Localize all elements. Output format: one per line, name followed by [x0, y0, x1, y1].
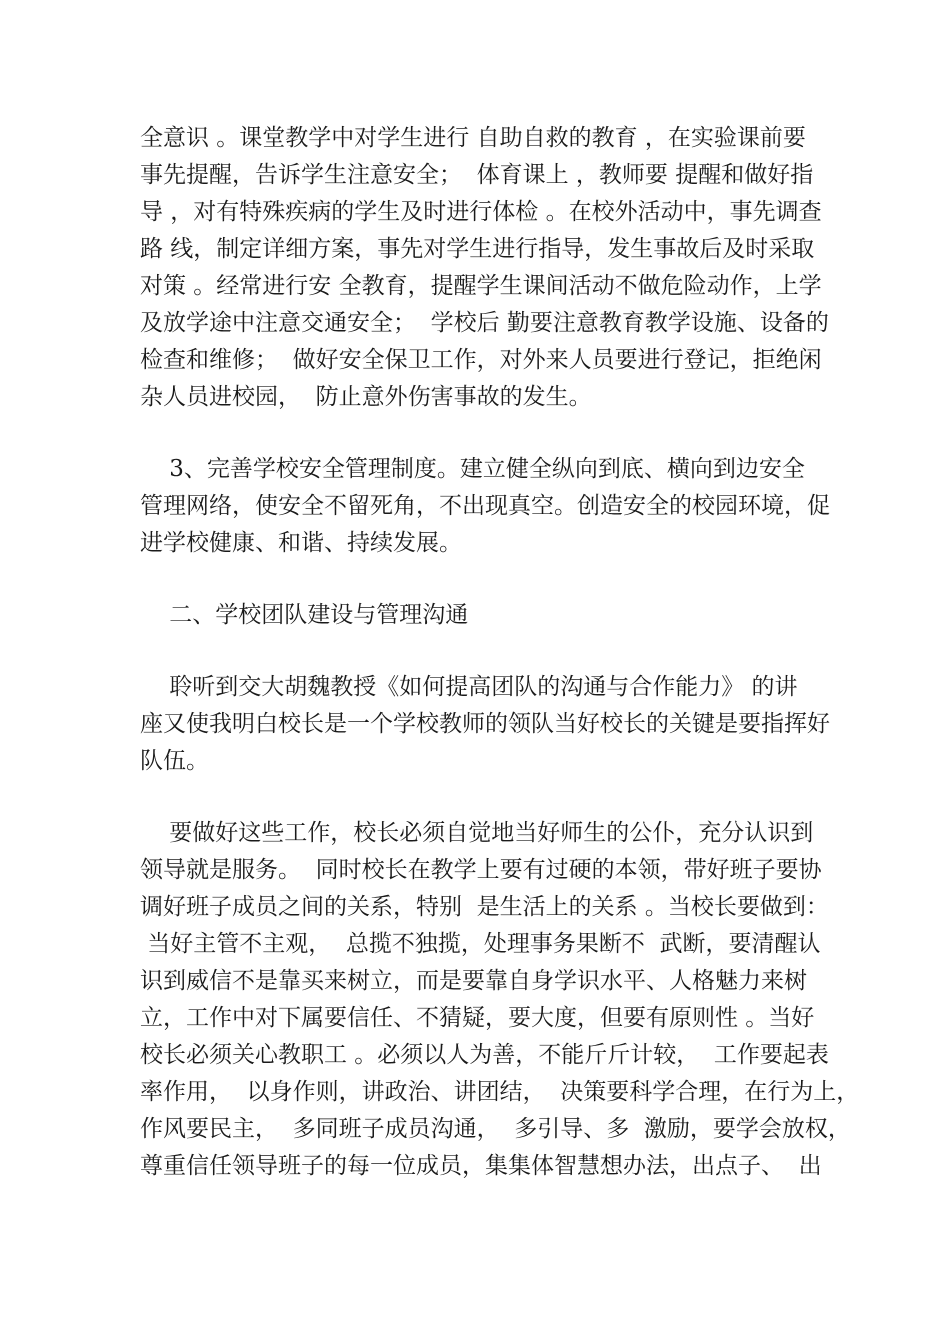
text-line: 管理网络，使安全不留死角，不出现真空。创造安全的校园环境，促	[140, 493, 830, 519]
text-line: 调好班子成员之间的关系，特别 是生活上的关系 。当校长要做到：	[140, 894, 829, 920]
section-paragraph-line: 3、完善学校安全管理制度。建立健全纵向到底、横向到边安全	[140, 456, 805, 482]
text-line: 作风要民主， 多同班子成员沟通， 多引导、多 激励，要学会放权，	[140, 1116, 851, 1142]
text-line: 立，工作中对下属要信任、不猜疑，要大度，但要有原则性 。当好	[140, 1005, 815, 1031]
text-line: 队伍。	[140, 748, 209, 774]
text-line: 杂人员进校园， 防止意外伤害事故的发生。	[140, 384, 592, 410]
text-line: 导 ，对有特殊疾病的学生及时进行体检 。在校外活动中，事先调查	[140, 199, 822, 225]
text-line: 率作用， 以身作则，讲政治、讲团结， 决策要科学合理，在行为上，	[140, 1079, 860, 1105]
text-line: 全意识 。课堂教学中对学生进行 自助自救的教育 ，在实验课前要	[140, 125, 806, 151]
text-line: 领导就是服务。 同时校长在教学上要有过硬的本领，带好班子要协	[140, 857, 822, 883]
text-line: 对策 。经常进行安 全教育，提醒学生课间活动不做危险动作，上学	[140, 273, 822, 299]
section-heading: 二、学校团队建设与管理沟通	[140, 602, 469, 628]
text-line: 校长必须关心教职工 。必须以人为善，不能斤斤计较， 工作要起表	[140, 1042, 829, 1068]
text-line: 当好主管不主观， 总揽不独揽，处理事务果断不 武断，要清醒认	[140, 931, 821, 957]
text-line: 进学校健康、和谐、持续发展。	[140, 530, 462, 556]
text-line: 及放学途中注意交通安全； 学校后 勤要注意教育教学设施、设备的	[140, 310, 829, 336]
text-line: 路 线，制定详细方案，事先对学生进行指导，发生事故后及时采取	[140, 236, 815, 262]
paragraph-first-line: 聆听到交大胡魏教授《如何提高团队的沟通与合作能力》 的讲	[140, 674, 798, 700]
text-line: 事先提醒，告诉学生注意安全； 体育课上 ，教师要 提醒和做好指	[140, 162, 814, 188]
text-line: 识到威信不是靠买来树立，而是要靠自身学识水平、人格魅力来树	[140, 968, 807, 994]
paragraph-first-line: 要做好这些工作，校长必须自觉地当好师生的公仆，充分认识到	[140, 820, 814, 846]
text-line: 座又使我明白校长是一个学校教师的领队当好校长的关键是要指挥好	[140, 711, 830, 737]
text-line: 检查和维修； 做好安全保卫工作，对外来人员要进行登记，拒绝闲	[140, 347, 822, 373]
text-line: 尊重信任领导班子的每一位成员，集集体智慧想办法，出点子、 出	[140, 1153, 822, 1179]
